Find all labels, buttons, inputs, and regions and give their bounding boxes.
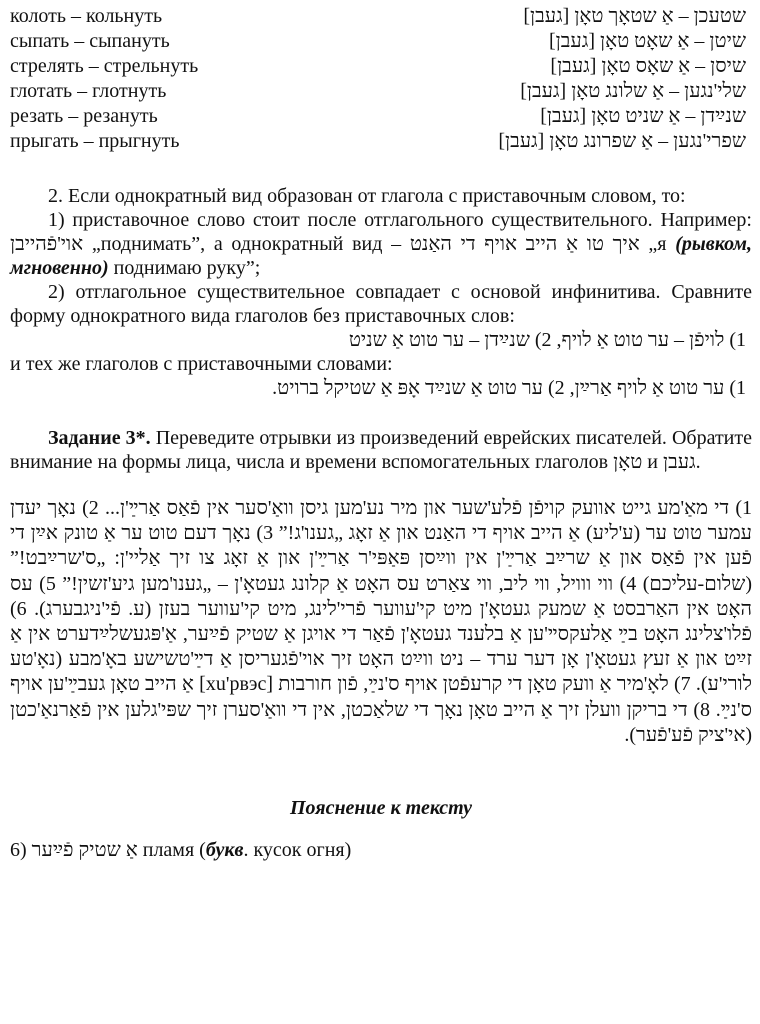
task-text: Переведите отрывки из произведений еврейских писателей. Обратите внимание на формы лица, числа и времени вспомогательных глаголов xyxy=(10,427,753,473)
russian-verb-pair: колоть – кольнуть xyxy=(10,5,163,27)
russian-verb-pair: резать – резануть xyxy=(10,105,158,127)
task-3 xyxy=(10,426,752,474)
note-6 xyxy=(10,838,752,862)
point-1-translation-end: поднимаю руку”; xyxy=(113,257,261,279)
point-1-translation-start: „я xyxy=(648,233,667,255)
point-1-emphasis: (рывком, мгновенно) xyxy=(10,233,753,279)
note-number: 6) xyxy=(10,839,27,862)
example-without-prefix: 1) לויפֿן – ער טוט אַ לויף, 2) שנײַדן – ער טוט אַ שניט xyxy=(348,329,746,351)
russian-verb-pair: сыпать – сыпануть xyxy=(10,30,170,52)
russian-verb-pair: глотать – глотнуть xyxy=(10,80,167,102)
yiddish-passages: 1) די מאַ'מע גייט אוועק קויפֿן פֿלע'שער און מיר נע'מען גיסן וואַ'סער אין פֿאַס אַרײַ'ן... 2) נאָך יעדן עמער טוט ער (ע'ליע) אַ הייב אויף די האַנט און אַ זאָג „גענו'ג!” 3) נאָך דעם טוט ער אַ טונק אײַן די פֿען אין פֿאַס און אַ שרײַב אַרײַ'ן אין ווײַסן פּאַפּי'ר אַרײַ'ן און אַ זאָג צו זיך אַליי'ן: „ס'שרײַבט!” (שלום-עליכם) 4) ווי ווויל, ווי ליב, ווי צאַרט עס האָט אַ קלונג געטאָ'ן – „גענו'מען גיע'זשין!” 5) עס האָט אין האַרבסט אַ שמעק געטאָ'ן מיט קי'עווער פֿרי'לינג, מיט קי'עווער בעזן (ע. פֿי'ניגבערג). 6) פֿלו'צלינג האָט בײַ אַלעקסײ'ען אַ בלענד געטאָ'ן פֿאַר די אויגן אַ שטיק פֿײַער, אַ'פּגעשלײַדערט אין אַ זײַט און אַ זעץ געטאָ'ן אָן דער ערד – ניט ווײַט האָט זיך אוי'פֿגעריסן אַ דײַ'טשישע באָ'מבע (נאָ'טע לורי'ע). 7) לאָ'מיר אַ וועק טאָן די קרעפֿטן אויף ס'נײַ, פֿון חורבות [xu'рвэс] אַ הייב טאָן געבײַ'ען אויף ס'נײַ. 8) די בריקן וועלן זיך אַ הייב טאָן נאָך די שלאַכטן, אין די וואַ'סערן זיך שפּי'גלען אין פֿאַרנאַ'כטן (אי'ציק פֿע'פֿער). xyxy=(10,497,752,746)
task-label: Задание 3*. xyxy=(48,427,151,449)
note-translation-a: пламя ( xyxy=(142,839,206,862)
notes-title: Пояснение к тексту xyxy=(289,797,473,820)
verb-pair xyxy=(10,54,752,79)
russian-verb-pair: стрелять – стрельнуть xyxy=(10,55,199,77)
section-2-point-1 xyxy=(10,208,752,280)
point-1-gloss: „поднимать”, а однократный вид – xyxy=(91,233,402,255)
yiddish-verb-pair: שיסן – אַ שאָס טאָן [גע‌בן] xyxy=(550,55,746,77)
yiddish-verb-pair: שיטן – אַ שאָט טאָן [גע‌בן] xyxy=(549,30,746,52)
verb-pair xyxy=(10,129,752,154)
yiddish-verb-pair: שטעכן – אַ שטאָך טאָן [גע‌בן] xyxy=(523,5,746,27)
note-yiddish-phrase: אַ שטיק פֿײַער xyxy=(31,839,138,862)
example-with-prefix: 1) ער טוט אַ לויף אַרײַן, 2) ער טוט אַ שנײַד אָפּ אַ שטיקל ברויט. xyxy=(272,377,746,399)
section-2-intro: 2. Если однократный вид образован от глагола с приставочным словом, то: xyxy=(48,185,686,207)
task-and: и xyxy=(647,451,658,473)
note-translation-b: . кусок огня) xyxy=(243,839,352,862)
verb-pairs-list xyxy=(10,4,752,156)
point-1-text: 1) приставочное слово стоит после отглагольного существительного. Например: xyxy=(48,209,752,231)
task-period: . xyxy=(695,451,701,473)
task-verb-gebn: געבן xyxy=(663,451,696,473)
yiddish-example: איך טו אַ הייב אויף די האַנט xyxy=(409,233,640,255)
verb-pair xyxy=(10,29,752,54)
yiddish-verb-pair: שפרי'נגען – אַ שפרונג טאָן [גע‌בן] xyxy=(498,130,746,152)
yiddish-verb-pair: שלי'נגען – אַ שלונג טאָן [גע‌בן] xyxy=(520,80,746,102)
verb-pair xyxy=(10,104,752,129)
verb-pair xyxy=(10,79,752,104)
russian-verb-pair: прыгать – прыгнуть xyxy=(10,130,180,152)
verb-pair xyxy=(10,4,752,29)
section-2-point-2: 2) отглагольное существительное совпадает с основой инфинитива. Сравните форму однократного вида глаголов без приставочных слов: xyxy=(10,281,752,327)
yiddish-verb-pair: שנײַדן – אַ שניט טאָן [גע‌בן] xyxy=(540,105,746,127)
document-page xyxy=(10,4,752,862)
note-abbrev: букв xyxy=(205,839,244,862)
task-verb-ton: טאָן xyxy=(613,451,643,473)
section-2-connector: и тех же глаголов с приставочными словами: xyxy=(10,353,393,375)
yiddish-infinitive: אוי'פֿהייבן xyxy=(10,233,84,255)
